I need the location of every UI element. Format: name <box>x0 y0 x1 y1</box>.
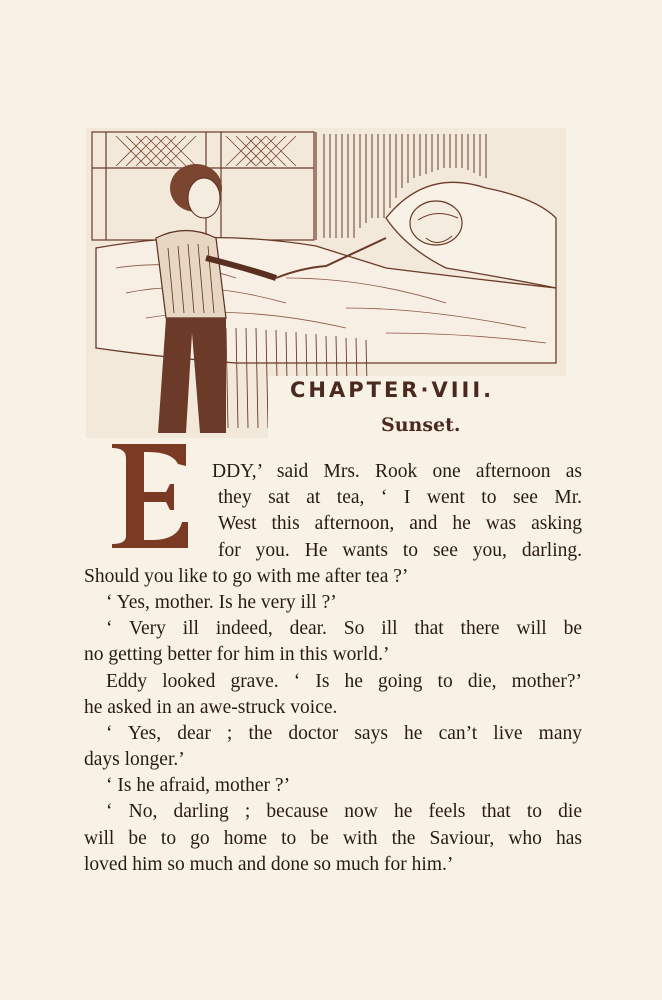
chapter-heading <box>268 376 566 438</box>
text-line: DDY,’ said Mrs. Rook one afternoon as <box>212 461 582 482</box>
text-line: ‘ Very ill indeed, dear. So ill that there will be <box>106 618 582 640</box>
chapter-title: CHAPTER·VIII. <box>290 378 495 402</box>
text-line: he asked in an awe-struck voice. <box>84 696 338 718</box>
text-line: they sat at tea, ‘ I went to see Mr. <box>218 487 582 509</box>
text-line: no getting better for him in this world.’ <box>84 644 390 666</box>
text-line: Eddy looked grave. ‘ Is he going to die, mother?’ <box>106 670 582 692</box>
text-line: will be to go home to be with the Saviour, who has <box>84 827 582 849</box>
chapter-body <box>84 459 582 878</box>
text-line: West this afternoon, and he was asking <box>218 513 582 535</box>
text-line: ‘ No, darling ; because now he feels that to die <box>106 801 582 823</box>
text-line: days longer.’ <box>84 749 185 771</box>
chapter-subtitle: Sunset. <box>381 414 461 436</box>
text-line: Should you like to go with me after tea ?’ <box>84 565 409 587</box>
text-line: ‘ Yes, dear ; the doctor says he can’t live many <box>106 722 582 744</box>
text-line: ‘ Is he afraid, mother ?’ <box>106 775 291 797</box>
text-line: for you. He wants to see you, darling. <box>218 539 582 561</box>
text-line: loved him so much and done so much for him.’ <box>84 853 454 875</box>
text-line: ‘ Yes, mother. Is he very ill ?’ <box>106 591 337 613</box>
